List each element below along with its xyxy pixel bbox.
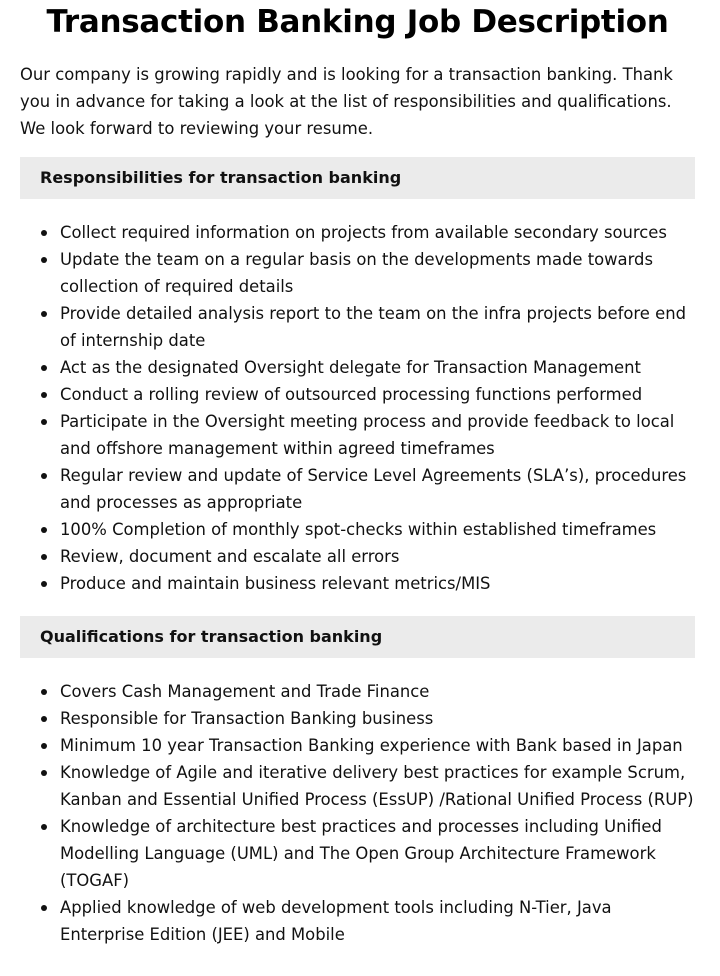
intro-paragraph: Our company is growing rapidly and is looking for a transaction banking. Thank you in advance for taking a look at the list of responsibilities and qualifications. We look forward to reviewing your resume. (20, 65, 673, 138)
list-item: Applied knowledge of web development tools including N-Tier, Java Enterprise Edition (JEE) and Mobile (20, 894, 695, 948)
responsibilities-heading: Responsibilities for transaction banking (20, 157, 695, 199)
list-item: Regular review and update of Service Level Agreements (SLA’s), procedures and processes as appropriate (20, 462, 695, 516)
list-item: Covers Cash Management and Trade Finance (20, 678, 695, 705)
list-item: Participate in the Oversight meeting process and provide feedback to local and offshore management within agreed timeframes (20, 408, 695, 462)
list-item: Produce and maintain business relevant metrics/MIS (20, 570, 695, 597)
qualifications-list (20, 678, 695, 948)
list-item: 100% Completion of monthly spot-checks within established timeframes (20, 516, 695, 543)
qualifications-heading: Qualifications for transaction banking (20, 616, 695, 658)
list-item: Conduct a rolling review of outsourced processing functions performed (20, 381, 695, 408)
list-item: Update the team on a regular basis on the developments made towards collection of required details (20, 246, 695, 300)
list-item: Collect required information on projects from available secondary sources (20, 219, 695, 246)
list-item: Responsible for Transaction Banking business (20, 705, 695, 732)
list-item: Review, document and escalate all errors (20, 543, 695, 570)
list-item: Knowledge of architecture best practices and processes including Unified Modelling Language (UML) and The Open Group Architecture Framework (TOGAF) (20, 813, 695, 894)
page-title: Transaction Banking Job Description (46, 4, 669, 40)
list-item: Knowledge of Agile and iterative delivery best practices for example Scrum, Kanban and Essential Unified Process (EssUP) /Rational Unified Process (RUP) (20, 759, 695, 813)
list-item: Minimum 10 year Transaction Banking experience with Bank based in Japan (20, 732, 695, 759)
list-item: Act as the designated Oversight delegate for Transaction Management (20, 354, 695, 381)
responsibilities-list (20, 219, 695, 597)
list-item: Provide detailed analysis report to the team on the infra projects before end of internship date (20, 300, 695, 354)
